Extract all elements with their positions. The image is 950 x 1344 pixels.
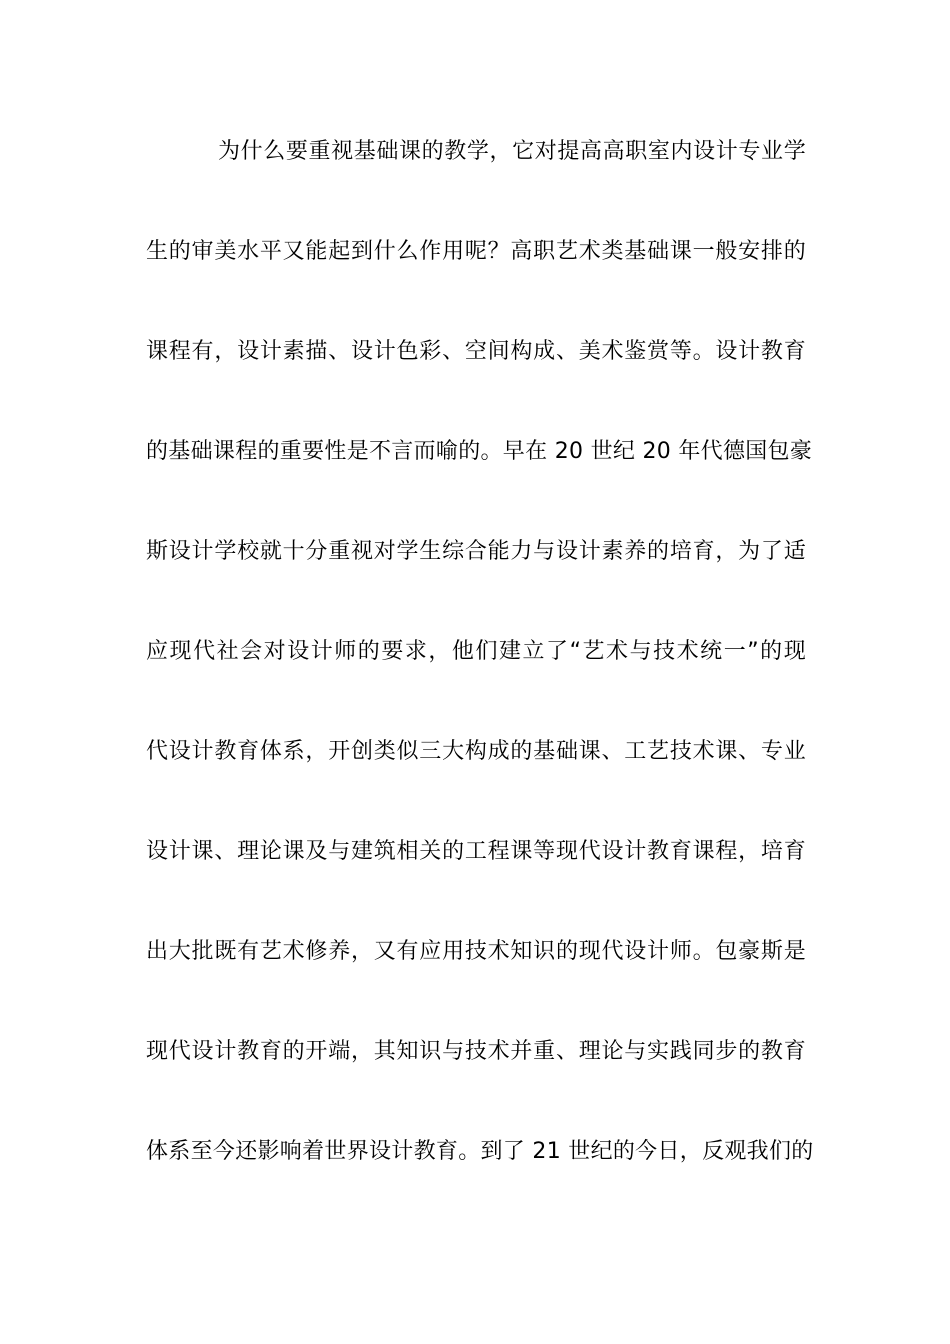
text-line: 生的审美水平又能起到什么作用呢？高职艺术类基础课一般安排的 xyxy=(146,239,806,264)
text-line: 现代设计教育的开端，其知识与技术并重、理论与实践同步的教育 xyxy=(146,1039,806,1064)
text-line: 设计课、理论课及与建筑相关的工程课等现代设计教育课程，培育 xyxy=(146,839,806,864)
text-line: 的基础课程的重要性是不言而喻的。早在 20 世纪 20 年代德国包豪 xyxy=(146,439,813,464)
text-line: 体系至今还影响着世界设计教育。到了 21 世纪的今日，反观我们的 xyxy=(146,1139,814,1164)
body-paragraph xyxy=(146,127,814,1227)
text-line: 课程有，设计素描、设计色彩、空间构成、美术鉴赏等。设计教育 xyxy=(146,339,806,364)
text-line: 斯设计学校就十分重视对学生综合能力与设计素养的培育，为了适 xyxy=(146,539,806,564)
text-line: 应现代社会对设计师的要求，他们建立了“艺术与技术统一”的现 xyxy=(146,639,806,664)
text-line: 出大批既有艺术修养，又有应用技术知识的现代设计师。包豪斯是 xyxy=(146,939,806,964)
text-line: 为什么要重视基础课的教学，它对提高高职室内设计专业学 xyxy=(218,139,806,164)
text-line: 代设计教育体系，开创类似三大构成的基础课、工艺技术课、专业 xyxy=(146,739,806,764)
